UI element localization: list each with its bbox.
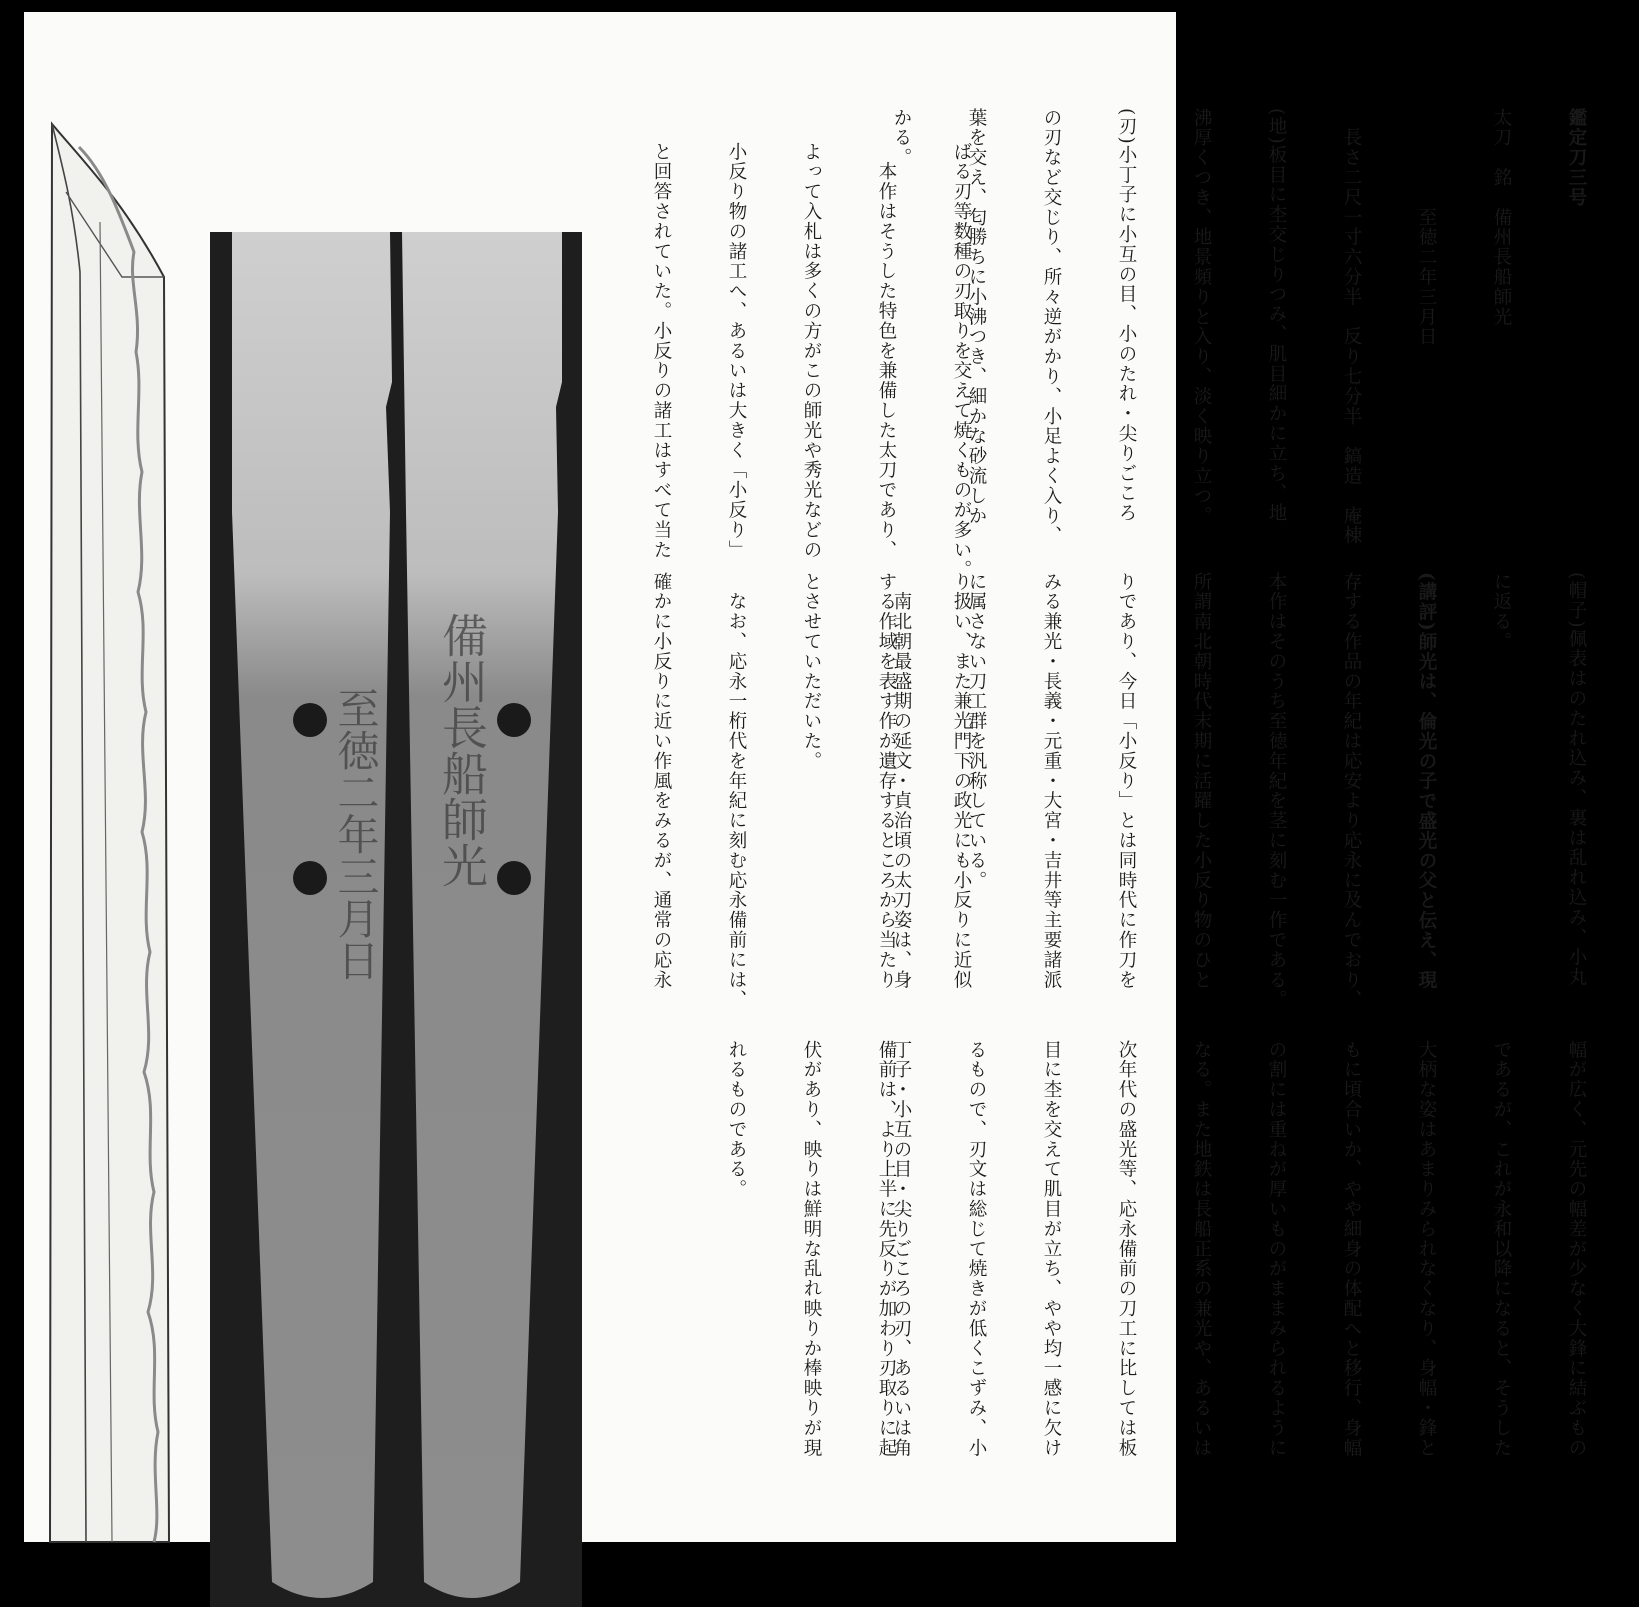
text-line: する作域を表す作が遺存するところから当たり <box>876 572 897 990</box>
text-line: れるものである。 <box>726 1040 747 1200</box>
text-line: 本作はそのうち至徳年紀を茎に刻む一作である。 <box>1266 572 1287 1010</box>
text-line: 沸厚くつき、地景頻りと入り、淡く映り立つ。 <box>1191 108 1212 526</box>
text-line: 確かに小反りに近い作風をみるが、通常の応永 <box>651 572 672 990</box>
text-line: 丁子・小互の目・尖りごころの刃、あるいは角 <box>891 1040 912 1458</box>
text-line: 小反り物の諸工へ、あるいは大きく「小反り」 <box>726 142 747 560</box>
text-line: (刃)小丁子に小互の目、小のたれ・尖りごころ <box>1116 108 1137 524</box>
text-line: (講評)師光は、倫光の子で盛光の父と伝え、現 <box>1416 572 1437 991</box>
text-block-bottom-right <box>839 1040 1639 1500</box>
text-line: 目に杢を交えて肌目が立ち、やや均一感に欠け <box>1041 1040 1062 1458</box>
text-line: に返る。 <box>1491 572 1512 652</box>
document-page <box>24 12 1587 1542</box>
text-line: の割には重ねが厚いものがままみられるように <box>1266 1040 1287 1458</box>
text-line: かる。 <box>891 108 912 168</box>
text-line: であるが、これが永和以降になると、そうした <box>1491 1040 1512 1458</box>
text-line: 南北朝最盛期の延文・貞治頃の太刀姿は、身 <box>891 572 912 990</box>
text-line: りであり、今日「小反り」とは同時代に作刀を <box>1116 572 1137 990</box>
text-line: 至徳二年三月日 <box>1416 108 1437 347</box>
text-block-bottom-left <box>674 1040 949 1500</box>
text-line: ばる刃等数種の刃取りを交えて焼くものが多い。 <box>951 142 972 580</box>
text-line: の刃など交じり、所々逆がかり、小足よく入り、 <box>1041 108 1062 546</box>
text-line: るもので、刃文は総じて焼きが低くこずみ、小 <box>966 1040 987 1458</box>
text-line: り扱い、また兼光門下の政光にも小反りに近似 <box>951 572 972 990</box>
text-line: とさせていただいた。 <box>801 572 822 771</box>
text-block-mid-left <box>599 572 1024 1032</box>
text-block-top-left <box>599 142 1024 602</box>
text-line: 備前は、より上半に先反りが加わり刃取りに起 <box>876 1040 897 1458</box>
tang-photograph <box>210 232 582 1607</box>
text-line: なる。また地鉄は長船正系の兼光や、あるいは <box>1191 1040 1212 1458</box>
tang-inscription-ura: 至徳二年三月日 <box>331 687 381 981</box>
text-line: 幅が広く、元先の幅差が少なく大鋒に結ぶもの <box>1566 1040 1587 1458</box>
text-line: 太刀 銘 備州長船師光 <box>1491 108 1512 327</box>
text-line: 本作はそうした特色を兼備した太刀であり、 <box>876 142 897 560</box>
text-line: と回答されていた。小反りの諸工はすべて当た <box>651 142 672 560</box>
text-line: みる兼光・長義・元重・大宮・吉井等主要諸派 <box>1041 572 1062 990</box>
text-line: 葉を交え、匂勝ちに小沸つき、細かな砂流しか <box>966 108 987 526</box>
text-line: 長さ二尺一寸六分半 反り七分半 鎬造 庵棟 <box>1341 108 1362 546</box>
document-title: 鑑定刀三号 <box>1566 108 1587 208</box>
tang-inscription-omote: 備州長船師光 <box>435 612 489 888</box>
text-line: なお、応永一桁代を年紀に刻む応永備前には、 <box>726 572 747 1010</box>
text-line: (地)板目に杢交じりつみ、肌目細かに立ち、地 <box>1266 108 1287 524</box>
text-line: 存する作品の年紀は応安より応永に及んでおり、 <box>1341 572 1362 1010</box>
text-line: 次年代の盛光等、応永備前の刀工に比しては板 <box>1116 1040 1137 1458</box>
text-line: に属さない刀工群を汎称している。 <box>966 572 987 891</box>
text-line: 所謂南北朝時代末期に活躍した小反り物のひと <box>1191 572 1212 990</box>
text-line: よって入札は多くの方がこの師光や秀光などの <box>801 142 822 560</box>
blade-oshigata-drawing <box>24 12 209 1542</box>
text-line: 大柄な姿はあまりみられなくなり、身幅・鋒と <box>1416 1040 1437 1458</box>
text-line: (帽子)佩表はのたれ込み、裏は乱れ込み、小丸 <box>1566 572 1587 988</box>
text-line: もに頃合いか、やや細身の体配へと移行、身幅 <box>1341 1040 1362 1458</box>
text-line: 伏があり、映りは鮮明な乱れ映りか棒映りが現 <box>801 1040 822 1458</box>
